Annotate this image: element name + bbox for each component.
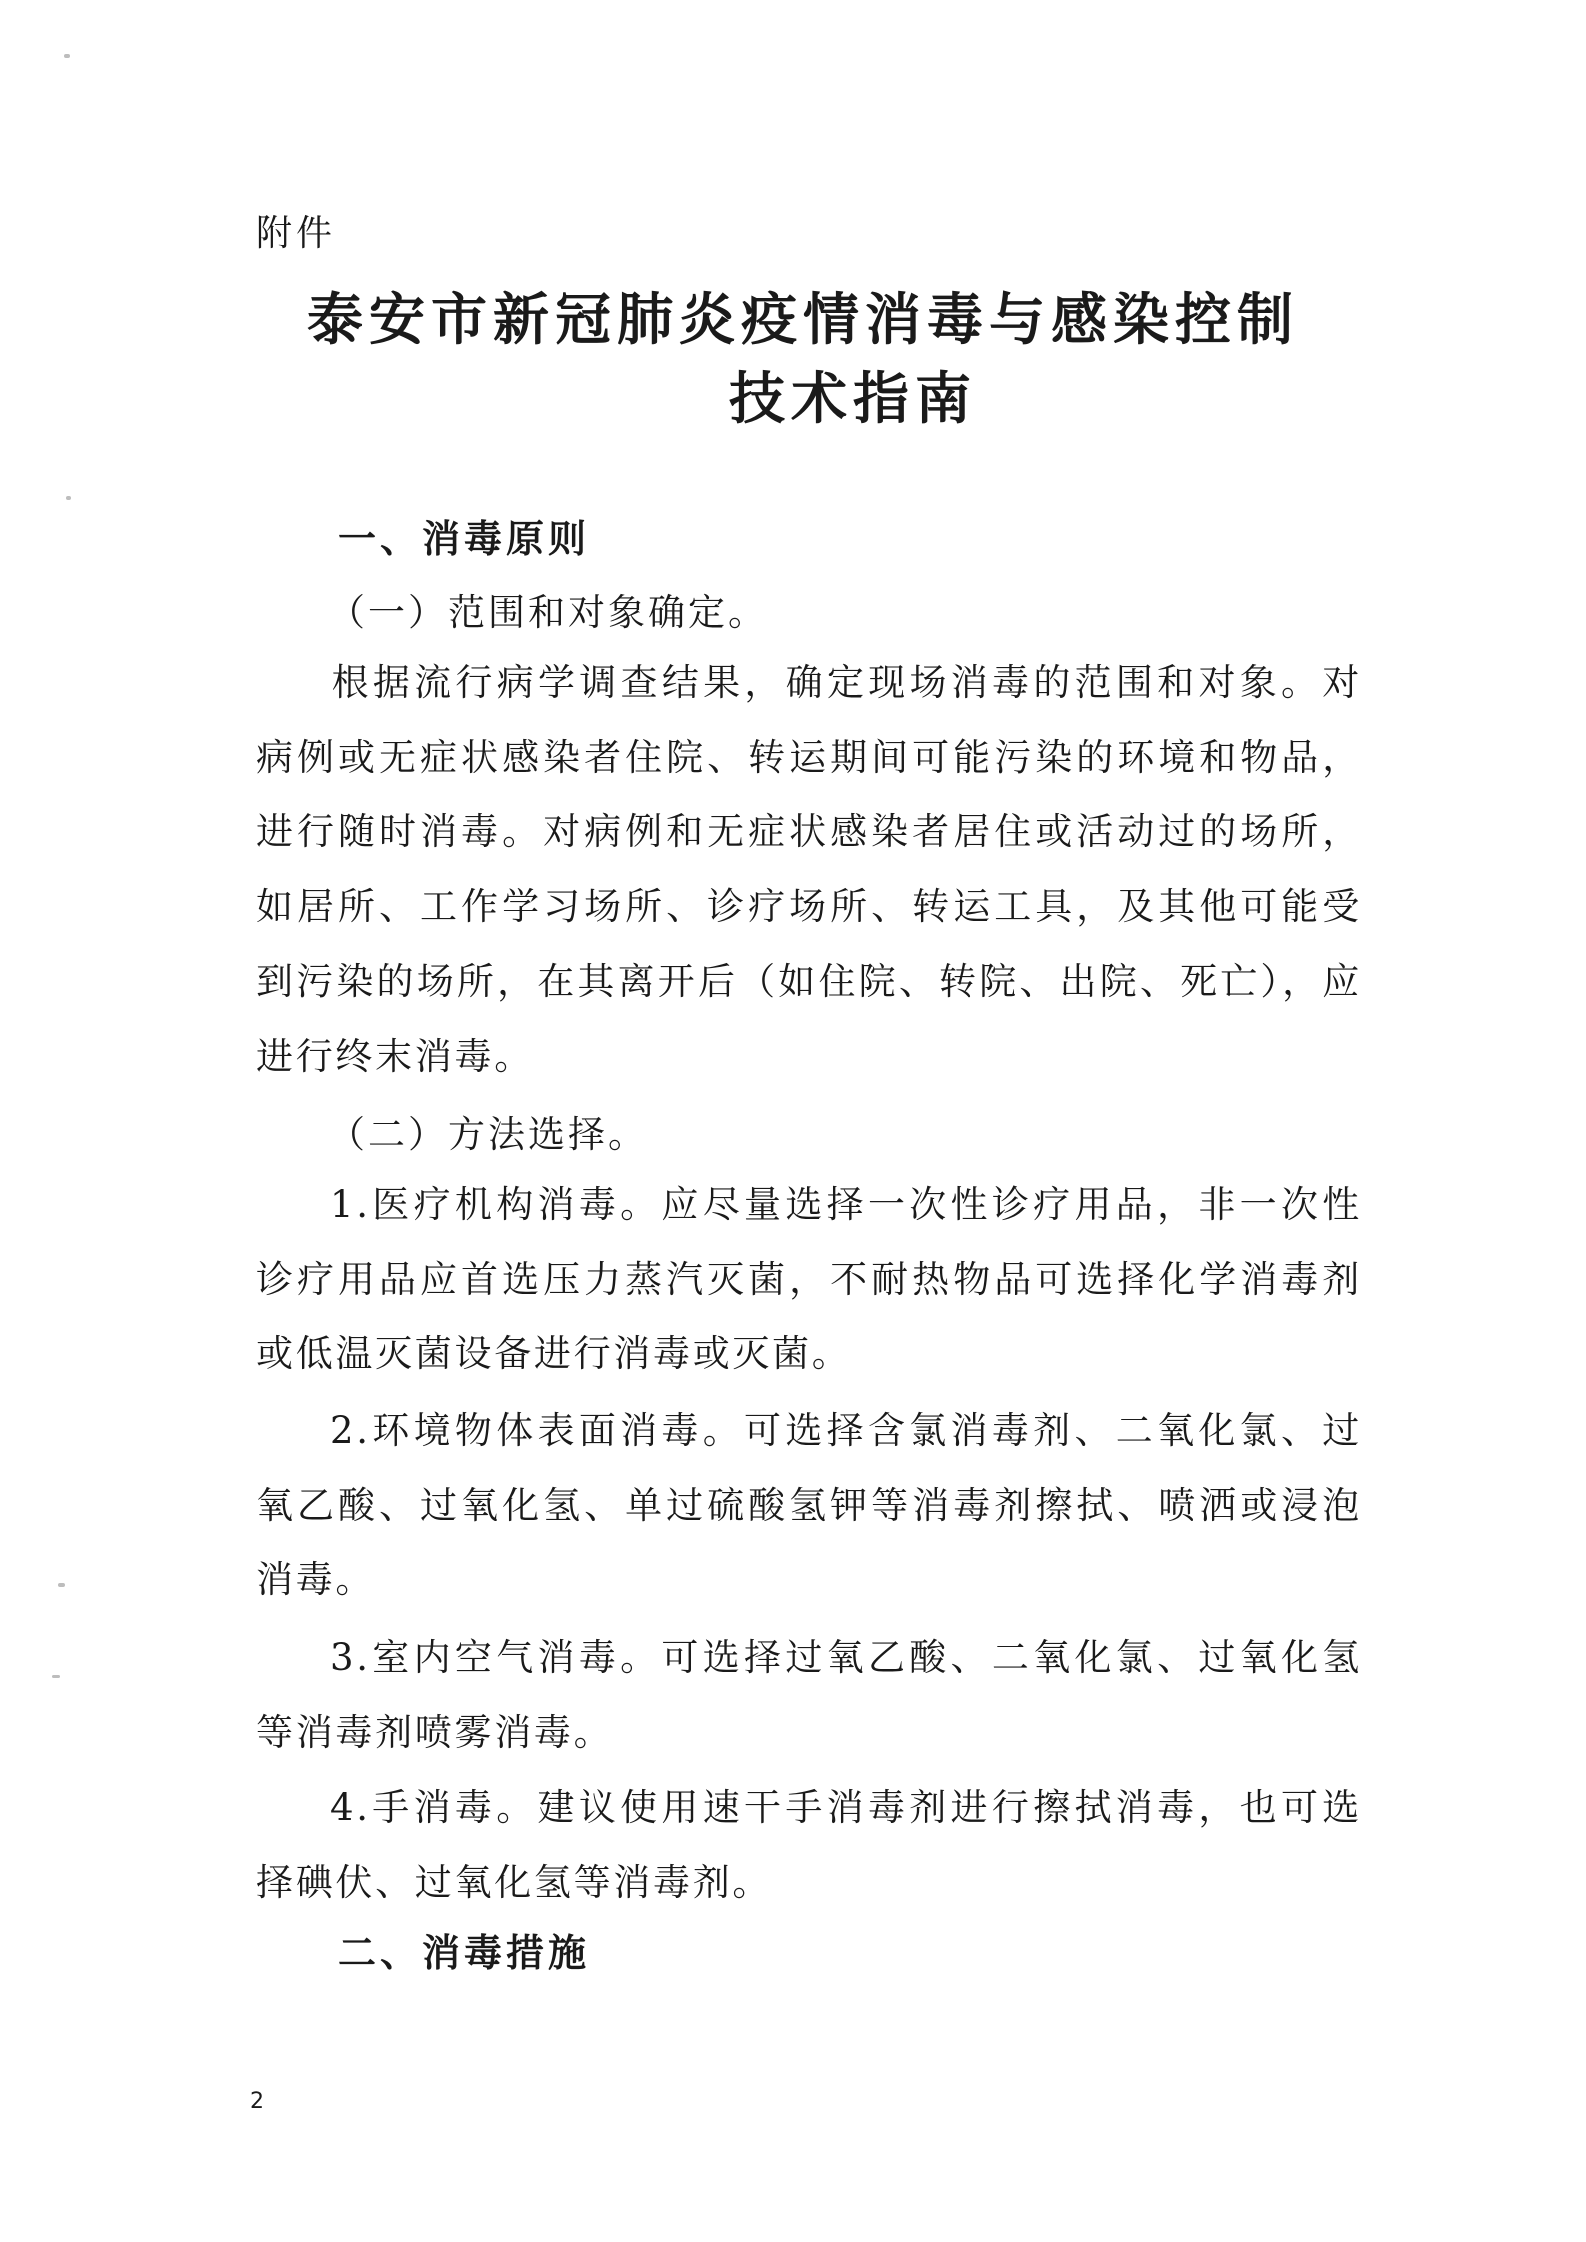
subsection-heading-methods: （二）方法选择。 xyxy=(328,1113,648,1156)
list-item-medical-institution xyxy=(256,1168,1362,1392)
scan-speck xyxy=(66,496,71,500)
page-number: 2 xyxy=(250,2089,264,2114)
document-title-line2: 技术指南 xyxy=(729,367,977,432)
list-item-text: 3.室内空气消毒。可选择过氧乙酸、二氧化氯、过氧化氢等消毒剂喷雾消毒。 xyxy=(256,1636,1362,1754)
document-title-line1: 泰安市新冠肺炎疫情消毒与感染控制 xyxy=(307,288,1299,353)
scan-speck xyxy=(58,1583,65,1587)
list-item-text: 1.医疗机构消毒。应尽量选择一次性诊疗用品，非一次性诊疗用品应首选压力蒸汽灭菌，不耐热物品可选择化学消毒剂或低温灭菌设备进行消毒或灭菌。 xyxy=(256,1183,1362,1376)
list-item-hand xyxy=(256,1771,1362,1920)
section-heading-principles: 一、消毒原则 xyxy=(338,517,591,561)
paragraph-scope xyxy=(256,646,1362,1094)
subsection-heading-scope: （一）范围和对象确定。 xyxy=(328,591,768,634)
list-item-surface xyxy=(256,1394,1362,1618)
paragraph-scope-text: 根据流行病学调查结果，确定现场消毒的范围和对象。对病例或无症状感染者住院、转运期间可能污染的环境和物品，进行随时消毒。对病例和无症状感染者居住或活动过的场所，如居所、工作学习场所、诊疗场所、转运工具，及其他可能受到污染的场所，在其离开后（如住院、转院、出院、死亡），应进行终末消毒。 xyxy=(256,661,1362,1078)
section-heading-measures: 二、消毒措施 xyxy=(338,1931,591,1975)
list-item-text: 4.手消毒。建议使用速干手消毒剂进行擦拭消毒，也可选择碘伏、过氧化氢等消毒剂。 xyxy=(256,1786,1362,1904)
attachment-label: 附件 xyxy=(256,213,337,254)
scan-speck xyxy=(52,1675,60,1678)
scan-speck xyxy=(64,54,70,58)
list-item-text: 2.环境物体表面消毒。可选择含氯消毒剂、二氧化氯、过氧乙酸、过氧化氢、单过硫酸氢钾等消毒剂擦拭、喷洒或浸泡消毒。 xyxy=(256,1409,1362,1602)
list-item-air xyxy=(256,1621,1362,1770)
